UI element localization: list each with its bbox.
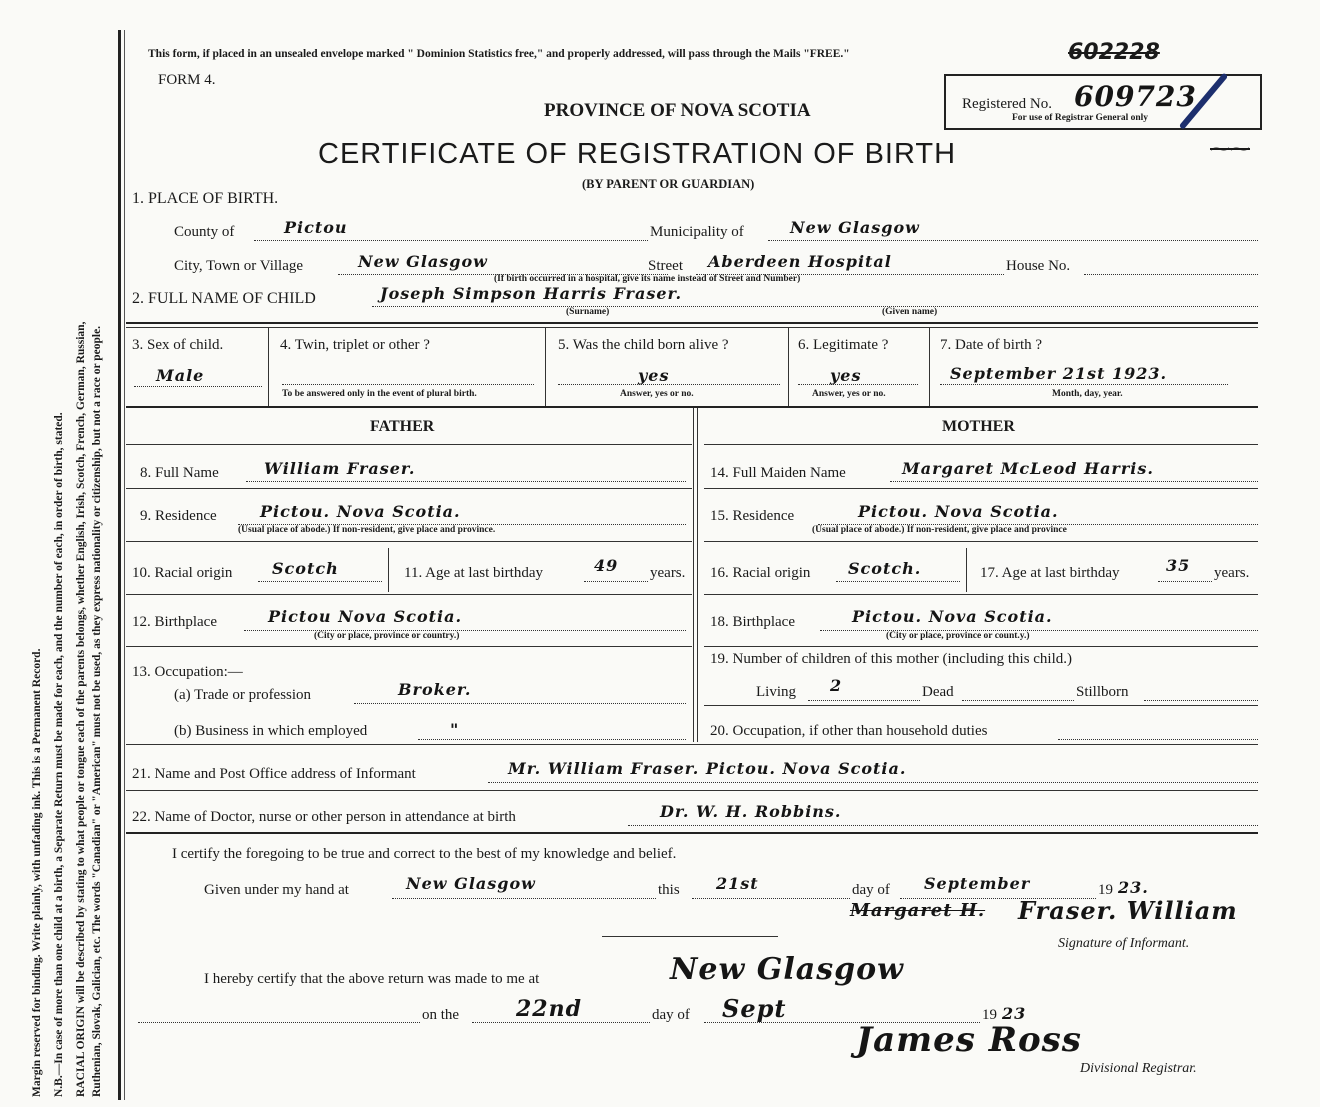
registrar-day-of-label: day of: [652, 1007, 690, 1023]
mother-residence-note: (Usual place of abode.) If non-resident, give place and province: [812, 525, 1067, 535]
father-racial-label: 10. Racial origin: [132, 565, 233, 581]
children-count-label: 19. Number of children of this mother (including this child.): [710, 651, 1073, 667]
house-no-label: House No.: [1006, 258, 1071, 274]
scribble-mark-icon: ⁓⁓: [1210, 138, 1250, 160]
municipality-label: Municipality of: [650, 224, 744, 240]
registrar-year-prefix: 19: [982, 1007, 997, 1023]
birth-date-value: September 21st 1923.: [950, 364, 1168, 383]
page-subtitle: (BY PARENT OR GUARDIAN): [582, 177, 755, 191]
living-label: Living: [756, 684, 796, 700]
month-value: September: [924, 874, 1031, 893]
margin-note-2: N.B.—In case of more than one child at a birth, a Separate Return must be made for each, and the number of each, in order of birth, stated.: [53, 412, 65, 1097]
birth-date-label: 7. Date of birth ?: [940, 337, 1043, 353]
mother-birthplace-label: 18. Birthplace: [710, 614, 795, 630]
county-value: Pictou: [284, 218, 348, 237]
mother-age-value: 35: [1166, 556, 1191, 575]
certify-statement: I certify the foregoing to be true and correct to the best of my knowledge and belief.: [172, 846, 677, 862]
mother-racial-value: Scotch.: [848, 559, 922, 578]
city-value: New Glasgow: [358, 252, 488, 271]
stillborn-label: Stillborn: [1076, 684, 1129, 700]
doctor-label: 22. Name of Doctor, nurse or other person in attendance at birth: [132, 809, 516, 825]
child-name-value: Joseph Simpson Harris Fraser.: [380, 284, 683, 303]
given-at-label: Given under my hand at: [204, 882, 349, 898]
sex-value: Male: [156, 366, 205, 385]
margin-note-3: RACIAL ORIGIN will be described by stating to what people or tongue each of the parents belongs, whether English, Irish, Scotch, French, German, Russian,: [75, 321, 87, 1097]
street-value: Aberdeen Hospital: [708, 252, 892, 271]
given-name-note: (Given name): [882, 307, 938, 317]
mother-residence-value: Pictou. Nova Scotia.: [858, 502, 1059, 521]
street-label: Street: [648, 258, 683, 274]
on-the-label: on the: [422, 1007, 460, 1023]
county-label: County of: [174, 224, 235, 240]
father-name-value: William Fraser.: [264, 459, 416, 478]
business-label: (b) Business in which employed: [174, 723, 368, 739]
born-alive-label: 5. Was the child born alive ?: [558, 337, 729, 353]
mother-racial-label: 16. Racial origin: [710, 565, 811, 581]
father-birthplace-value: Pictou Nova Scotia.: [268, 607, 463, 626]
mother-heading: MOTHER: [942, 418, 1015, 435]
twin-note: To be answered only in the event of plural birth.: [282, 389, 477, 399]
child-name-label: 2. FULL NAME OF CHILD: [132, 290, 316, 307]
legitimate-label: 6. Legitimate ?: [798, 337, 889, 353]
day-of-label: day of: [852, 882, 890, 898]
informant-value: Mr. William Fraser. Pictou. Nova Scotia.: [508, 759, 907, 778]
given-at-value: New Glasgow: [406, 874, 536, 893]
mail-notice: This form, if placed in an unsealed envelope marked " Dominion Statistics free," and properly addressed, will pass through the Mails "FREE.": [148, 48, 850, 60]
informant-signature-label: Signature of Informant.: [1058, 936, 1190, 951]
twin-label: 4. Twin, triplet or other ?: [280, 337, 430, 353]
business-value: ": [450, 720, 460, 739]
registrar-signature-label: Divisional Registrar.: [1080, 1061, 1197, 1076]
city-label: City, Town or Village: [174, 258, 304, 274]
registrar-place-value: New Glasgow: [670, 952, 904, 987]
registrar-year-value: 23: [1002, 1004, 1027, 1023]
page-title: CERTIFICATE OF REGISTRATION OF BIRTH: [318, 138, 957, 170]
registrar-use-note: For use of Registrar General only: [1012, 113, 1149, 123]
informant-label: 21. Name and Post Office address of Informant: [132, 766, 416, 782]
mother-name-label: 14. Full Maiden Name: [710, 465, 846, 481]
mother-residence-label: 15. Residence: [710, 508, 795, 524]
margin-notes: [0, 0, 122, 1107]
trade-value: Broker.: [398, 680, 472, 699]
struck-signature: Margaret H.: [850, 900, 986, 921]
sex-label: 3. Sex of child.: [132, 337, 224, 353]
mother-occupation-label: 20. Occupation, if other than household duties: [710, 723, 988, 739]
father-age-label: 11. Age at last birthday: [404, 565, 543, 581]
father-age-unit: years.: [650, 565, 686, 581]
registrar-statement: I hereby certify that the above return was made to me at: [204, 971, 540, 987]
municipality-value: New Glasgow: [790, 218, 920, 237]
occupation-label: 13. Occupation:—: [132, 664, 243, 680]
father-residence-note: (Usual place of abode.) If non-resident, give place and province.: [238, 525, 496, 535]
margin-note-4: Ruthenian, Slovak, Galician, etc. The words "Canadian" or "American" must not be used, as they express nationality or citizenship, but not a race or people.: [91, 325, 103, 1097]
mother-birthplace-note: (City or place, province or count.y.): [886, 631, 1030, 641]
trade-label: (a) Trade or profession: [174, 687, 312, 703]
father-birthplace-note: (City or place, province or country.): [314, 631, 460, 641]
surname-note: (Surname): [566, 307, 610, 317]
born-alive-value: yes: [638, 366, 670, 385]
mother-age-label: 17. Age at last birthday: [980, 565, 1120, 581]
year-value: 23.: [1118, 878, 1149, 897]
registered-no-label: Registered No.: [962, 96, 1052, 112]
registrar-signature: James Ross: [856, 1020, 1082, 1060]
binding-line: [118, 30, 121, 1100]
born-alive-note: Answer, yes or no.: [620, 389, 694, 399]
informant-signature: Fraser. William: [1018, 896, 1238, 925]
mother-birthplace-value: Pictou. Nova Scotia.: [852, 607, 1053, 626]
struck-number: 602228: [1068, 40, 1160, 65]
registrar-month-value: Sept: [722, 994, 787, 1023]
year-prefix: 19: [1098, 882, 1113, 898]
birth-date-note: Month, day, year.: [1052, 389, 1123, 399]
form-number: FORM 4.: [158, 72, 216, 88]
hospital-note: (If birth occurred in a hospital, give its name instead of Street and Number): [494, 274, 801, 284]
father-residence-label: 9. Residence: [140, 508, 217, 524]
binding-line-inner: [124, 30, 125, 1100]
father-racial-value: Scotch: [272, 559, 339, 578]
legitimate-note: Answer, yes or no.: [812, 389, 886, 399]
registrar-day-value: 22nd: [516, 996, 582, 1022]
mother-name-value: Margaret McLeod Harris.: [902, 459, 1154, 478]
father-birthplace-label: 12. Birthplace: [132, 614, 217, 630]
registered-no-value: 609723: [1074, 80, 1197, 113]
this-label: this: [658, 882, 680, 898]
place-of-birth-heading: 1. PLACE OF BIRTH.: [132, 190, 279, 207]
dead-label: Dead: [922, 684, 954, 700]
father-heading: FATHER: [370, 418, 435, 435]
doctor-value: Dr. W. H. Robbins.: [660, 802, 842, 821]
legitimate-value: yes: [830, 366, 862, 385]
father-name-label: 8. Full Name: [140, 465, 219, 481]
mother-age-unit: years.: [1214, 565, 1250, 581]
margin-note-1: Margin reserved for binding. Write plainly, with unfading ink. This is a Permanent Record.: [31, 648, 43, 1097]
living-value: 2: [830, 676, 843, 695]
province-heading: PROVINCE OF NOVA SCOTIA: [544, 100, 811, 121]
father-age-value: 49: [594, 556, 619, 575]
father-residence-value: Pictou. Nova Scotia.: [260, 502, 461, 521]
this-day-value: 21st: [716, 874, 759, 893]
